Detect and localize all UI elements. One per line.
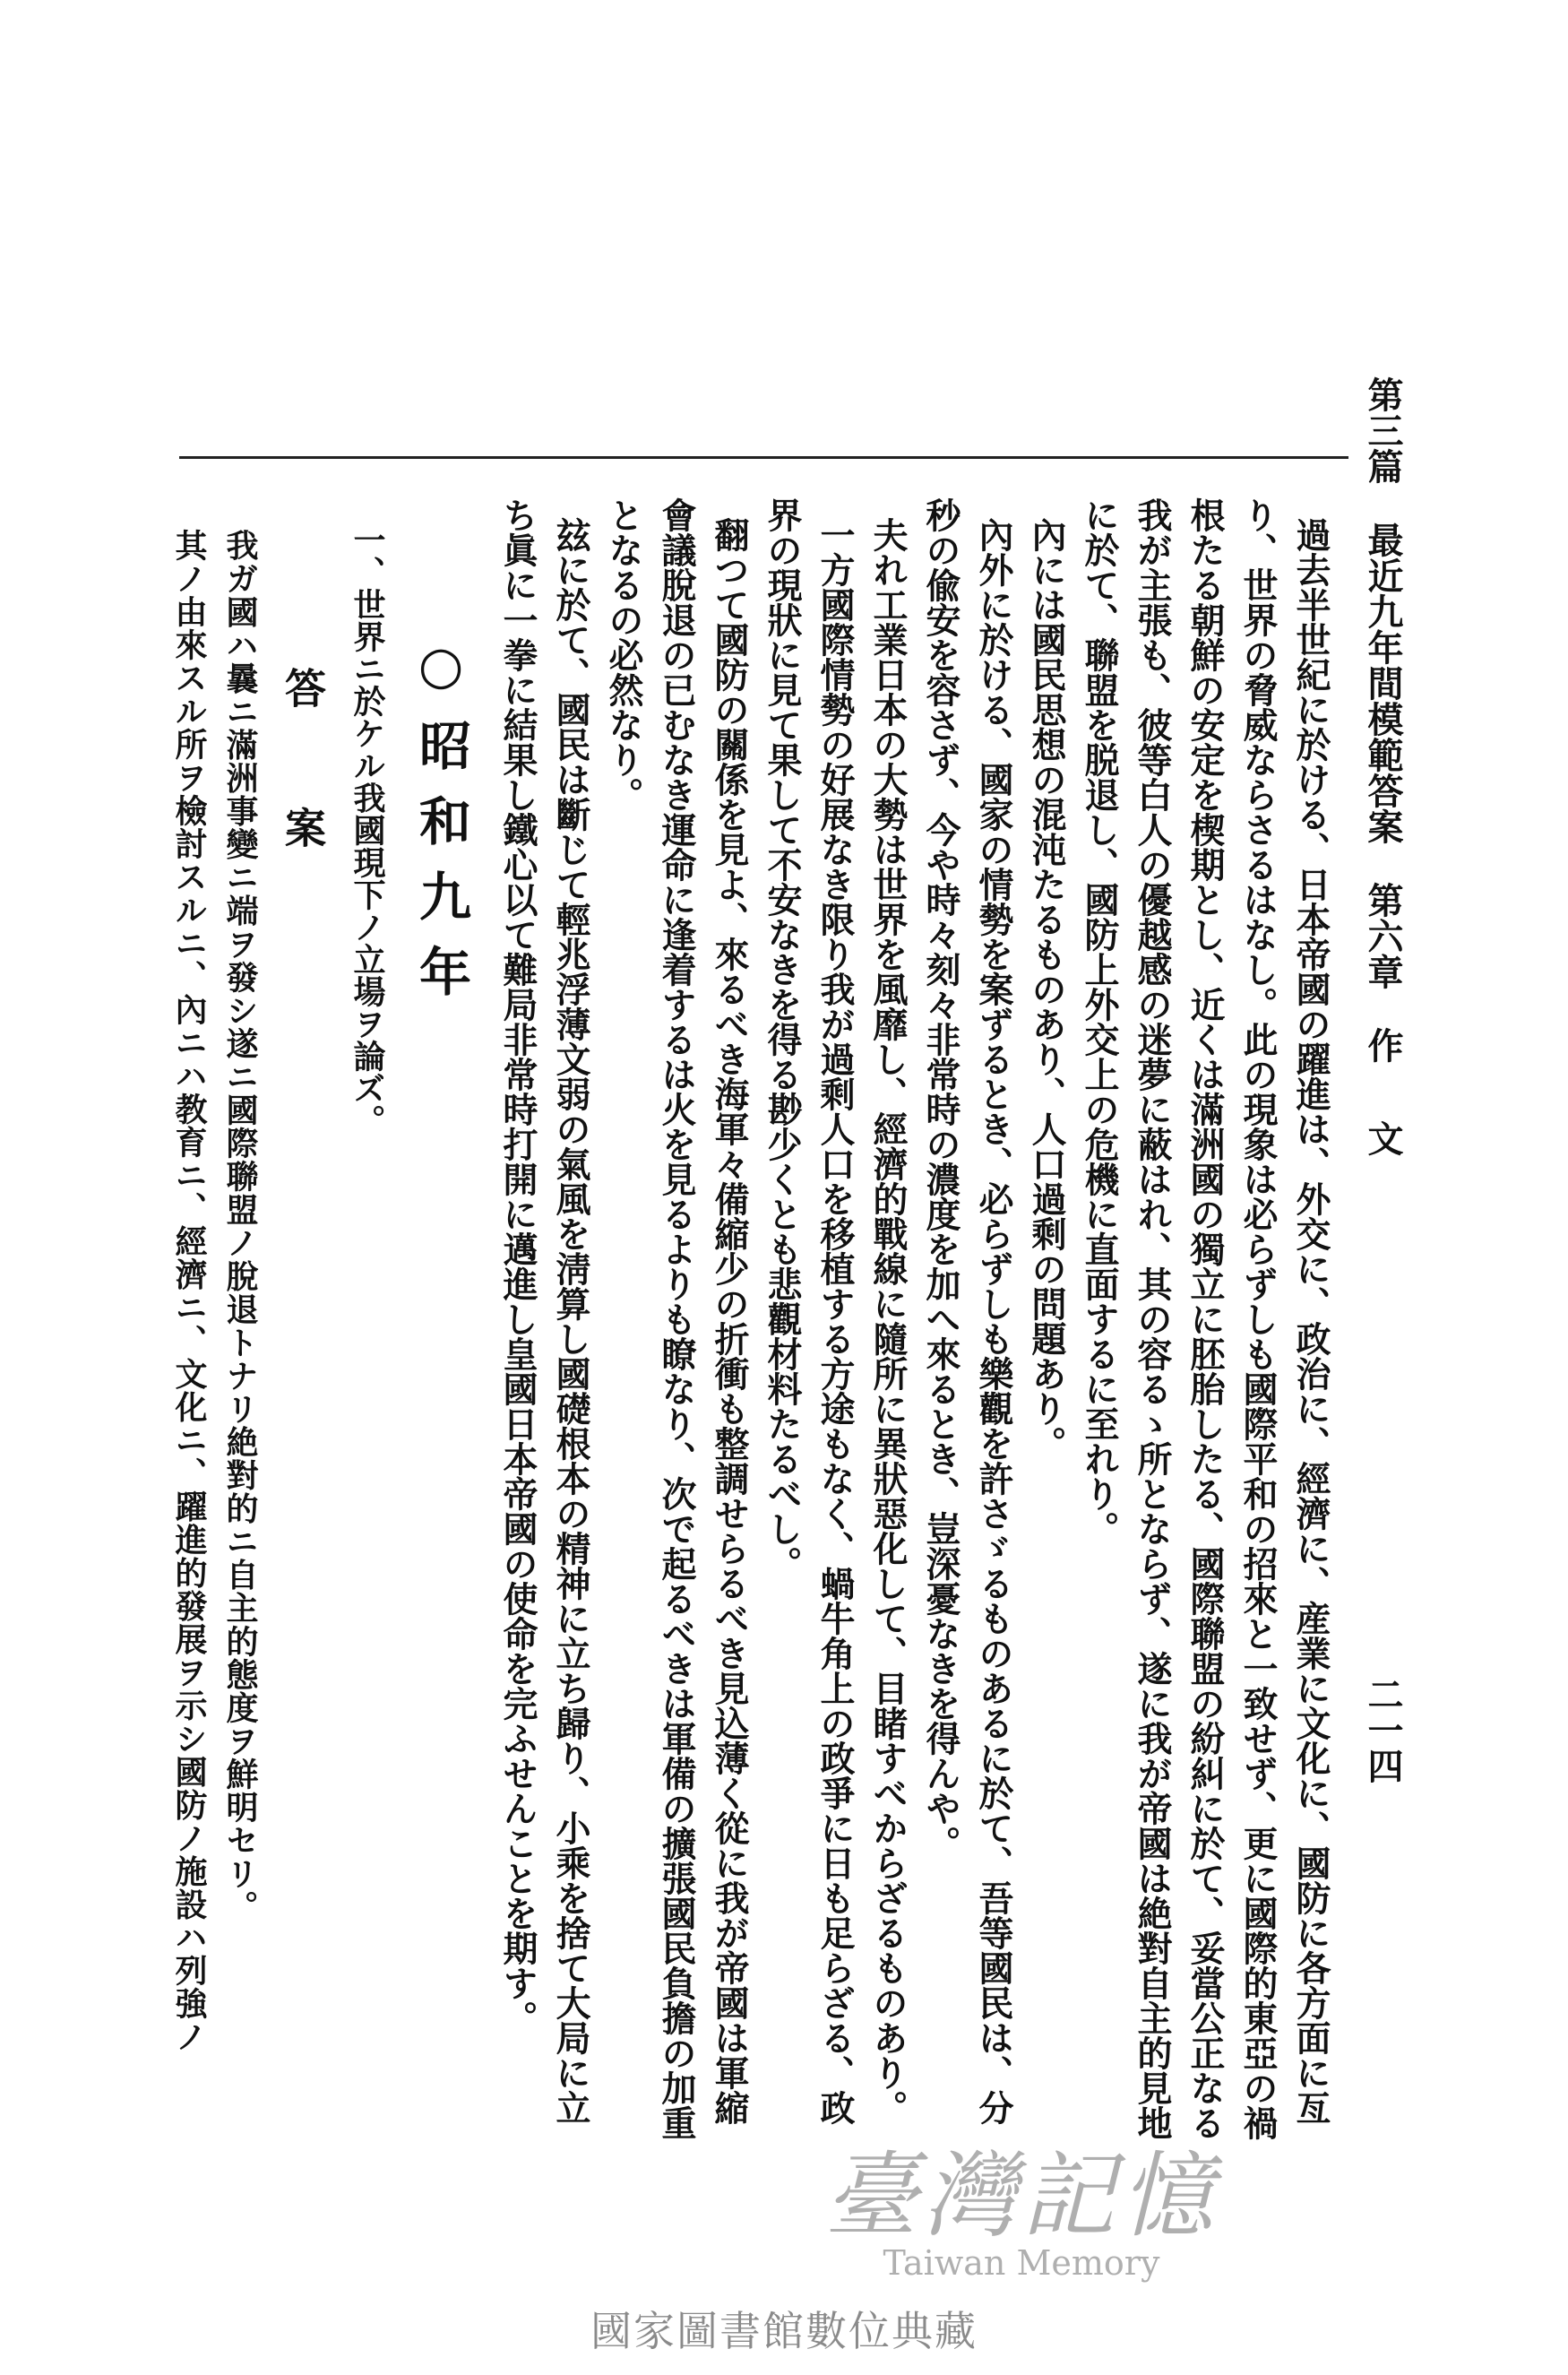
running-header xyxy=(1357,376,1408,1156)
text-column: 界の現狀に見て果して不安なきを得る尠少くとも悲觀材料たるべし。 xyxy=(762,497,803,1581)
text-column: り、世界の脅威ならさるはなし。此の現象は必らずしも國際平和の招來と一致せず、更に國際的東亞の禍 xyxy=(1237,497,1279,2140)
footer-collection-label: 國家圖書館數位典藏 xyxy=(590,2307,978,2355)
text-column: 一方國際情勢の好展なき限り我が過剩人口を移植する方途もなく、蝸牛角上の政爭に日も足らざる、政 xyxy=(814,517,856,2125)
header-chapter: 第六章 xyxy=(1362,881,1404,989)
page-number: 二一四 xyxy=(1362,1676,1404,1783)
text-column: ち眞に一拳に結果し鐵心以て難局非常時打開に邁進し皇國日本帝國の使命を完ふせんことを期す。 xyxy=(497,497,538,2035)
text-column: となるの必然なり。 xyxy=(603,497,644,812)
text-column: 過去半世紀に於ける、日本帝國の躍進は、外交に、政治に、經濟に、産業に文化に、國防に各方面に亙 xyxy=(1290,517,1331,2125)
header-divider xyxy=(179,456,1348,459)
year-heading: ○昭和九年 xyxy=(410,635,471,1020)
text-column: 根たる朝鮮の安定を楔期とし、近くは滿洲國の獨立に胚胎したる、國際聯盟の紛糾に於て、妥當公正なる xyxy=(1185,497,1226,2140)
watermark-logo xyxy=(806,2141,1236,2283)
text-column: 內には國民思想の混沌たるものあり、人口過剩の問題あり。 xyxy=(1026,517,1067,1461)
text-column: 內外に於ける、國家の情勢を案ずるとき、必らずしも樂觀を許さゞるものあるに於て、吾等國民は、分 xyxy=(973,517,1014,2125)
answer-label: 答案 xyxy=(279,667,327,946)
watermark-cjk: 臺灣記憶 xyxy=(823,2141,1219,2250)
text-column: 會議脫退の已むなき運命に逢着するは火を見るよりも瞭なり、次で起るべきは軍備の擴張國民負擔の加重 xyxy=(656,497,697,2140)
answer-column: 其ノ由來スル所ヲ檢討スルニ、內ニハ教育ニ、經濟ニ、文化ニ、躍進的發展ヲ示シ國防ノ施設ハ列強ノ xyxy=(170,529,208,2053)
header-section-1: 作 xyxy=(1362,1026,1404,1063)
header-section-2: 文 xyxy=(1362,1119,1404,1156)
watermark-en: Taiwan Memory xyxy=(883,2243,1160,2283)
text-column: 玆に於て、國民は斷じて輕兆浮薄文弱の氣風を淸算し國礎根本の精神に立ち歸り、小乘を捨て大局に立 xyxy=(550,517,591,2125)
header-part: 第三篇 xyxy=(1362,376,1404,484)
text-column: 秒の偸安を容さず、今や時々刻々非常時の濃度を加へ來るとき、豈深憂なきを得んや。 xyxy=(920,497,961,1861)
exam-question: 一、世界ニ於ケル我國現下ノ立場ヲ論ズ。 xyxy=(349,523,386,1136)
text-column: 我が主張も、彼等白人の優越感の迷夢に蔽はれ、其の容るゝ所とならず、遂に我が帝國は絶對自主的見地 xyxy=(1132,497,1173,2140)
text-column: 夫れ工業日本の大勢は世界を風靡し、經濟的戰線に隨所に異狀惡化して、目睹すべからざるものあり。 xyxy=(867,517,909,2125)
header-book-title: 最近九年間模範答案 xyxy=(1362,521,1404,844)
answer-column: 我ガ國ハ曩ニ滿洲事變ニ端ヲ發シ遂ニ國際聯盟ノ脫退トナリ絶對的ニ自主的態度ヲ鮮明セリ。 xyxy=(221,529,259,1922)
text-column: 翻つて國防の關係を見よ、來るべき海軍々備縮少の折衝も整調せらるべき見込薄く從に我が帝國は軍縮 xyxy=(709,517,750,2125)
text-column: に於て、聯盟を脱退し、國防上外交上の危機に直面するに至れり。 xyxy=(1079,497,1120,1546)
